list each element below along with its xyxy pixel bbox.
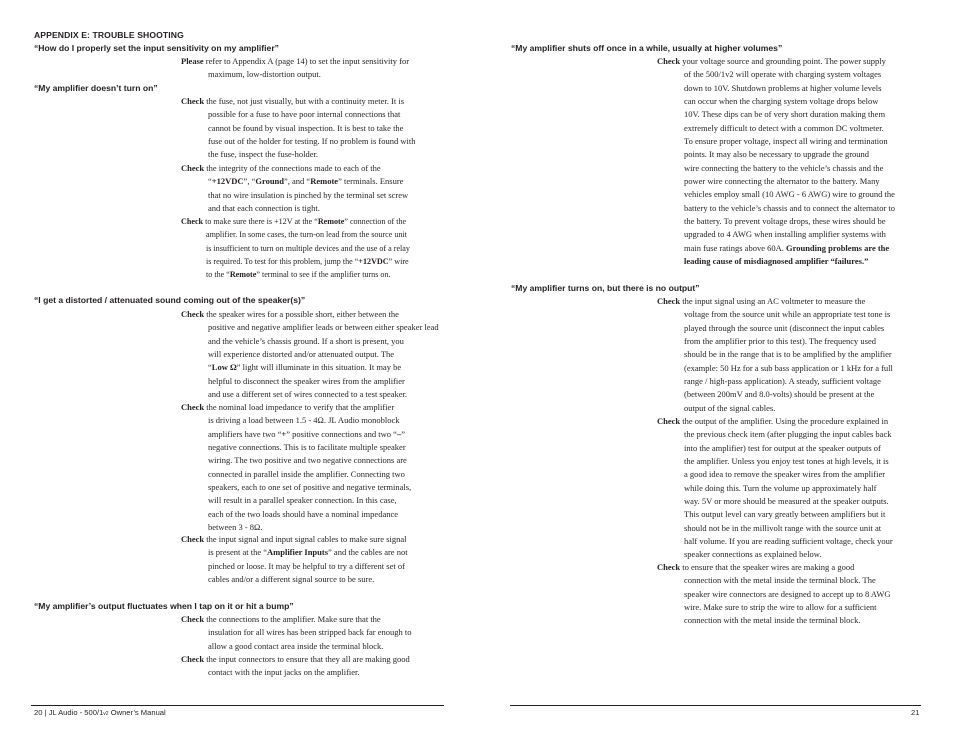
page-number: 20: [34, 708, 43, 717]
page-number-right: 21: [911, 708, 920, 717]
entry-check-input-voltage: Check the input signal using an AC voltmeter to measure the voltage from the source unit while an appropriate test tone is played through the source unit (disconnect the input cables from the amplifier prior to this test). The frequency used should be in the range that is to be amplified by the amplifier (example: 50 Hz for a sub bass application or 1 kHz for a full range / high-pass application). A steady, sufficient voltage (between 200mV and 8.0-volts) should be present at the output of the signal cables.: [657, 296, 893, 413]
question-doesnt-turn-on: “My amplifier doesn’t turn on”: [34, 83, 158, 93]
entry-check-fuse: Check the fuse, not just visually, but with a continuity meter. It is possible for a fuse to have poor internal connections that cannot be found by visual inspection. It is best to take the fuse out of the holder for testing. If no problem is found with the fuse, inspect the fuse-holder.: [181, 96, 416, 160]
entry-check-wire-insulation: Check the connections to the amplifier. Make sure that the insulation for all wires has been stripped back far enough to allow a good contact area inside the terminal block.: [181, 614, 412, 651]
entry-lead: Please: [181, 56, 204, 66]
entry-check-amp-output: Check the output of the amplifier. Using the procedure explained in the previous check item (after plugging the input cables back into the amplifier) test for output at the speaker outputs of the amplifier. Unless you enjoy test tones at high levels, it is a good idea to remove the speaker wires from the amplifier while doing this. Turn the volume up approximately half way. 5V or more should be measured at the speaker outputs. This output level can vary greatly between amplifiers but it should not be in the millivolt range with the source unit at half volume. If you are reading sufficient voltage, check your speaker connections as explained below.: [657, 416, 893, 560]
footer-brand: JL Audio - 500/1: [48, 708, 104, 717]
entry-check-voltage-source: Check your voltage source and grounding point. The power supply of the 500/1v2 will operate with charging system voltages down to 10V. Shutdown problems at higher volume levels can occur when the charging system voltage drops below 10V. These dips can be of very short duration making them extremely difficult to detect with a common DC voltmeter. To ensure proper voltage, inspect all wiring and termination points. It may also be necessary to upgrade the ground wire connecting the battery to the vehicle’s chassis and the power wire connecting the alternator to the battery. Many vehicles employ small (10 AWG - 6 AWG) wire to ground the battery to the vehicle’s chassis and to connect the alternator to the battery. To prevent voltage drops, these wires should be upgraded to 4 AWG when installing amplifier systems with main fuse ratings above 60A. Grounding problems are the leading cause of misdiagnosed amplifier “failures.”: [657, 56, 896, 267]
footer-left: 20 | JL Audio - 500/1v2 Owner’s Manual: [34, 708, 166, 717]
question-distorted: “I get a distorted / attenuated sound coming out of the speaker(s)”: [34, 295, 306, 305]
question-shuts-off: “My amplifier shuts off once in a while, usually at higher volumes”: [511, 43, 783, 53]
question-input-sensitivity: “How do I properly set the input sensitivity on my amplifier”: [34, 43, 279, 53]
footer-rule-left: [31, 705, 444, 706]
entry-check-input-signal: Check the input signal and input signal cables to make sure signal is present at the “Amplifier Inputs” and the cables are not pinched or loose. It may be helpful to try a different set of cables and/or a different signal source to be sure.: [181, 534, 408, 585]
footer-rule-right: [510, 705, 921, 706]
entry-check-input-connectors: Check the input connectors to ensure that they all are making good contact with the input jacks on the amplifier.: [181, 654, 410, 678]
entry-input-sensitivity: Please refer to Appendix A (page 14) to set the input sensitivity for maximum, low-distortion output.: [181, 56, 410, 80]
entry-check-speaker-wires: Check the speaker wires for a possible short, either between the positive and negative amplifier leads or between either speaker lead and the vehicle’s chassis ground. If a short is present, you will experience distorted and/or attenuated output. The “Low Ω” light will illuminate in this situation. It may be helpful to disconnect the speaker wires from the amplifier and use a different set of wires connected to a test speaker.: [181, 309, 439, 400]
footer-separator: |: [44, 708, 47, 717]
question-no-output: “My amplifier turns on, but there is no output”: [511, 283, 700, 293]
entry-check-remote: Check to make sure there is +12V at the “Remote” connection of the amplifier. In some cases, the turn-on lead from the source unit is insufficient to turn on multiple devices and the use of a relay is required. To test for this problem, jump the “+12VDC” wire to the “Remote” terminal to see if the amplifier turns on.: [181, 217, 410, 280]
entry-check-load-impedance: Check the nominal load impedance to verify that the amplifier is driving a load between 1.5 - 4Ω. JL Audio monoblock amplifiers have two “+” positive connections and two “–” negative connections. This is to facilitate multiple speaker wiring. The two positive and two negative connections are connected in parallel inside the amplifier. Connecting two speakers, each to one set of positive and negative terminals, will result in a parallel speaker connection. In this case, each of the two loads should have a nominal impedance between 3 - 8Ω.: [181, 402, 412, 533]
question-fluctuates: “My amplifier’s output fluctuates when I tap on it or hit a bump”: [34, 601, 294, 611]
entry-check-connections: Check the integrity of the connections made to each of the “+12VDC”, “Ground”, and “Remote” terminals. Ensure that no wire insulation is pinched by the terminal set screw and that each connection is tight.: [181, 163, 409, 214]
appendix-title: APPENDIX E: TROUBLE SHOOTING: [34, 30, 184, 40]
entry-check-speaker-connection: Check to ensure that the speaker wires are making a good connection with the metal inside the terminal block. The speaker wire connectors are designed to accept up to 8 AWG wire. Make sure to strip the wire to allow for a sufficient connection with the metal inside the terminal block.: [657, 562, 891, 626]
